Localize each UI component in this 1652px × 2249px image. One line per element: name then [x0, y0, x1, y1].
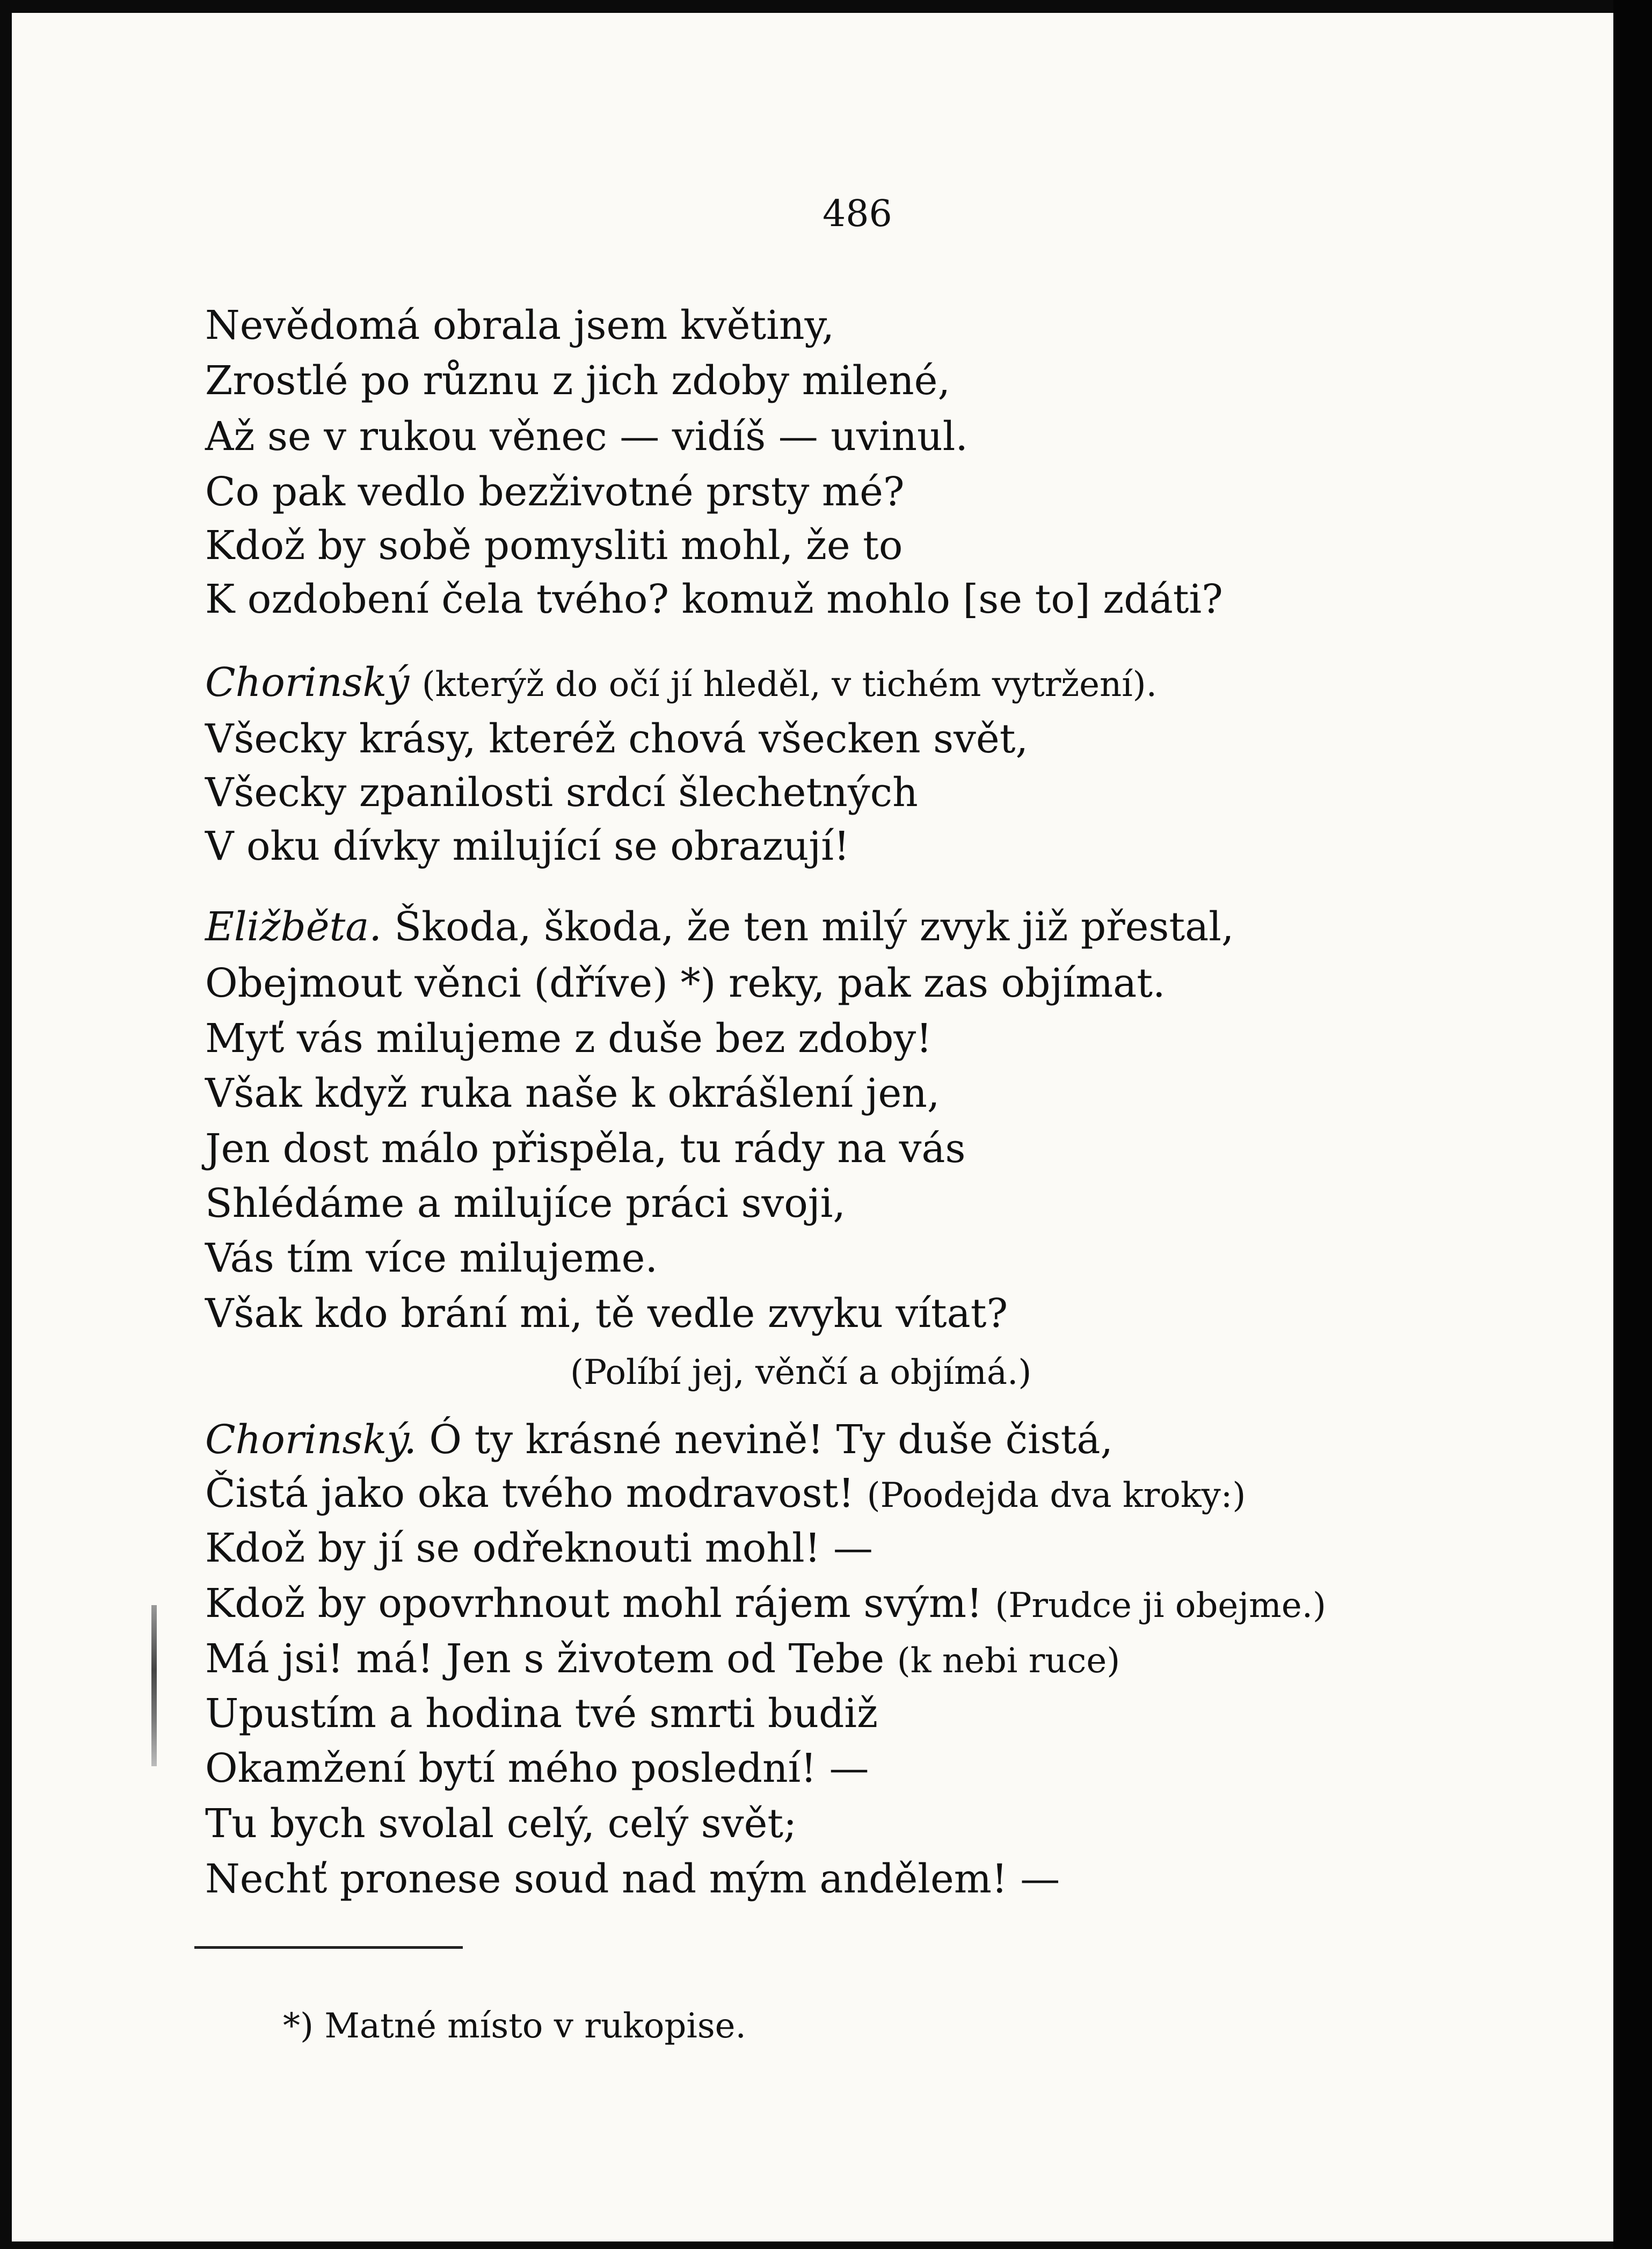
verse-line: Všecky krásy, kteréž chová všecken svět,: [205, 716, 1028, 762]
verse-line: Kdož by opovrhnout mohl rájem svým! (Prudce ji obejme.): [205, 1580, 1326, 1627]
verse-line: Až se v rukou věnec — vidíš — uvinul.: [205, 413, 968, 460]
stage-direction: (Poodejda dva kroky:): [867, 1476, 1246, 1515]
verse-line: Má jsi! má! Jen s životem od Tebe (k nebi ruce): [205, 1636, 1120, 1682]
verse-line: Co pak vedlo bezživotné prsty mé?: [205, 469, 905, 515]
stage-direction: (kterýž do očí jí hleděl, v tichém vytržení).: [421, 665, 1157, 705]
scan-edge: [1613, 0, 1652, 2249]
stage-direction: (Políbí jej, věnčí a objímá.): [570, 1353, 1032, 1392]
speaker-name: Eližběta.: [205, 904, 382, 950]
page-number: 486: [823, 193, 892, 235]
footnote: *) Matné místo v rukopise.: [283, 2006, 746, 2046]
verse-line: Myť vás milujeme z duše bez zdoby!: [205, 1015, 932, 1062]
speaker-line: Chorinský. Ó ty krásné nevině! Ty duše čistá,: [205, 1417, 1114, 1463]
verse-line: Však když ruka naše k okrášlení jen,: [205, 1070, 940, 1116]
stage-direction: (Prudce ji obejme.): [995, 1586, 1326, 1626]
stage-direction: (k nebi ruce): [897, 1641, 1120, 1681]
verse-line: Čistá jako oka tvého modravost! (Poodejda dva kroky:): [205, 1470, 1246, 1517]
verse-line: Nevědomá obrala jsem květiny,: [205, 302, 835, 349]
verse-line: Upustím a hodina tvé smrti budiž: [205, 1691, 878, 1737]
margin-mark: [151, 1605, 157, 1766]
verse-line: Kdož by jí se odřeknouti mohl! —: [205, 1525, 873, 1571]
verse-line: Shlédáme a milujíce práci svoji,: [205, 1180, 846, 1227]
verse-line: Okamžení bytí mého poslední! —: [205, 1745, 869, 1791]
verse-line: Však kdo brání mi, tě vedle zvyku vítat?: [205, 1290, 1008, 1337]
verse-line: Kdož by sobě pomysliti mohl, že to: [205, 523, 903, 569]
verse-line: Všecky zpanilosti srdcí šlechetných: [205, 770, 918, 816]
verse-line: Jen dost málo přispěla, tu rády na vás: [205, 1126, 966, 1172]
verse-line: Nechť pronese soud nad mým andělem! —: [205, 1856, 1060, 1902]
speaker-line: Eližběta. Škoda, škoda, že ten milý zvyk již přestal,: [205, 904, 1234, 950]
verse-line: Zrostlé po různu z jich zdoby milené,: [205, 358, 950, 404]
verse-line: V oku dívky milující se obrazují!: [205, 823, 850, 869]
speaker-name: Chorinský.: [205, 1417, 417, 1463]
verse-line: Tu bych svolal celý, celý svět;: [205, 1801, 797, 1847]
speaker-name: Chorinský: [205, 659, 410, 706]
verse-line: K ozdobení čela tvého? komuž mohlo [se to] zdáti?: [205, 576, 1223, 622]
verse-line: Vás tím více milujeme.: [205, 1235, 658, 1281]
verse-line: Obejmout věnci (dříve) *) reky, pak zas objímat.: [205, 960, 1166, 1006]
book-page: [12, 13, 1628, 2241]
footnote-rule: [194, 1946, 463, 1949]
speaker-line: [205, 659, 1157, 706]
